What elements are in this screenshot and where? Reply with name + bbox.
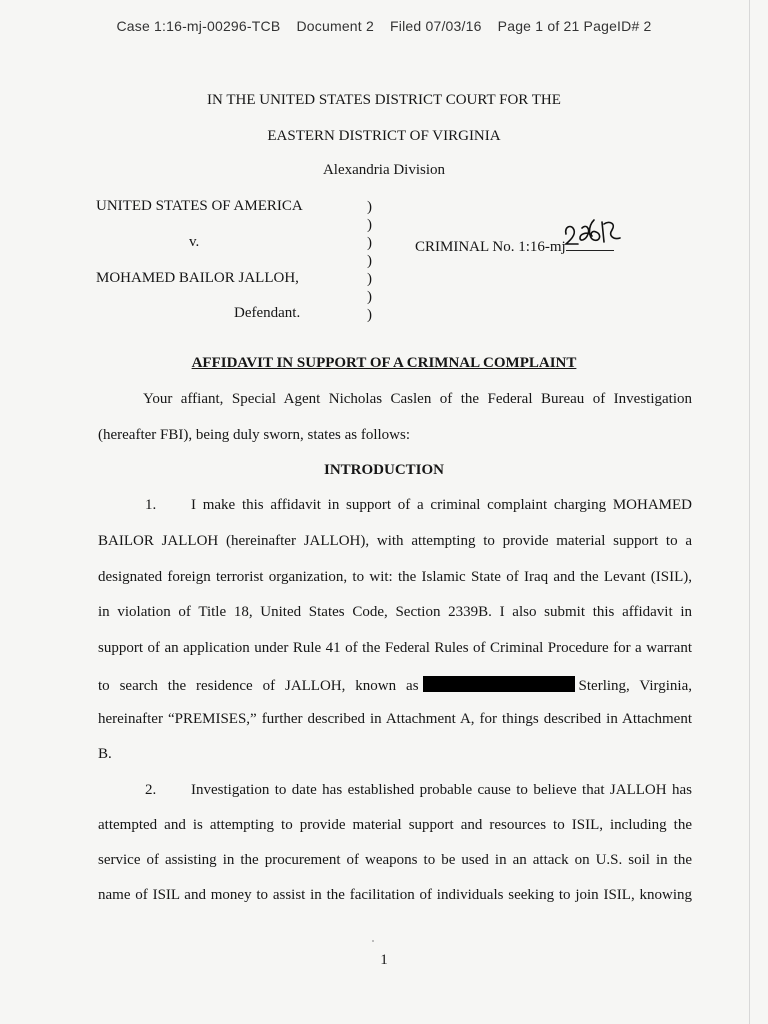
paragraph-2-line: service of assisting in the procurement of weapons to be used in an attack on U.S. soil in the bbox=[98, 852, 692, 868]
caption-paren: ) bbox=[367, 199, 372, 215]
caption-paren: ) bbox=[367, 307, 372, 323]
paragraph-text: Investigation to date has established probable cause to believe that JALLOH has bbox=[191, 782, 692, 798]
scan-edge-line bbox=[749, 0, 750, 1024]
caption-plaintiff: UNITED STATES OF AMERICA bbox=[96, 198, 303, 214]
paragraph-1-line: BAILOR JALLOH (hereinafter JALLOH), with attempting to provide material support to a bbox=[98, 533, 692, 549]
caption-versus: v. bbox=[189, 234, 200, 250]
document-title: AFFIDAVIT IN SUPPORT OF A CRIMNAL COMPLAINT bbox=[191, 355, 577, 371]
paragraph-1-line-redacted bbox=[98, 676, 692, 695]
page-number: 1 bbox=[380, 952, 388, 968]
handwritten-case-number bbox=[566, 234, 614, 251]
handwritten-296-signature bbox=[562, 214, 622, 248]
paragraph-text: to search the residence of JALLOH, known as bbox=[98, 678, 419, 694]
caption-paren: ) bbox=[367, 271, 372, 287]
paragraph-1-line: support of an application under Rule 41 of the Federal Rules of Criminal Procedure for a warrant bbox=[98, 640, 692, 656]
paragraph-2-line: name of ISIL and money to assist in the facilitation of individuals seeking to join ISIL, knowing bbox=[98, 887, 692, 903]
court-title-line1: IN THE UNITED STATES DISTRICT COURT FOR THE bbox=[207, 92, 561, 108]
page-info: Page 1 of 21 PageID# 2 bbox=[497, 18, 652, 34]
paragraph-number: 1. bbox=[145, 497, 157, 513]
caption-defendant-label: Defendant. bbox=[234, 305, 301, 321]
paragraph-1-line: hereinafter “PREMISES,” further described in Attachment A, for things described in Attachment bbox=[98, 711, 692, 727]
caption-paren: ) bbox=[367, 253, 372, 269]
caption-paren: ) bbox=[367, 217, 372, 233]
section-heading-introduction: INTRODUCTION bbox=[323, 462, 444, 478]
caption-defendant-name: MOHAMED BAILOR JALLOH, bbox=[96, 270, 299, 286]
filed-date: Filed 07/03/16 bbox=[390, 18, 482, 34]
caption-paren: ) bbox=[367, 289, 372, 305]
case-id: Case 1:16-mj-00296-TCB bbox=[116, 18, 281, 34]
paragraph-1-line1 bbox=[145, 497, 692, 514]
paragraph-text: Sterling, Virginia, bbox=[578, 678, 692, 694]
paragraph-text: I make this affidavit in support of a criminal complaint charging MOHAMED bbox=[191, 497, 692, 513]
paragraph-2-line: attempted and is attempting to provide material support and resources to ISIL, including the bbox=[98, 817, 692, 833]
paragraph-number: 2. bbox=[145, 782, 157, 798]
caption-paren: ) bbox=[367, 235, 372, 251]
paragraph-1-line: B. bbox=[98, 746, 112, 762]
court-division: Alexandria Division bbox=[322, 162, 446, 178]
ecf-header-stamp bbox=[0, 18, 768, 34]
scan-speck bbox=[372, 940, 374, 942]
criminal-number bbox=[415, 234, 614, 256]
intro-line: Your affiant, Special Agent Nicholas Caslen of the Federal Bureau of Investigation bbox=[143, 391, 692, 407]
paragraph-1-line: designated foreign terrorist organization, to wit: the Islamic State of Iraq and the Levant (ISIL), bbox=[98, 569, 692, 585]
court-title-line2: EASTERN DISTRICT OF VIRGINIA bbox=[267, 128, 501, 144]
document-number: Document 2 bbox=[296, 18, 374, 34]
criminal-number-label: CRIMINAL No. 1:16-mj bbox=[415, 239, 566, 255]
intro-line: (hereafter FBI), being duly sworn, states as follows: bbox=[98, 427, 411, 443]
paragraph-1-line: in violation of Title 18, United States Code, Section 2339B. I also submit this affidavit in bbox=[98, 604, 692, 620]
paragraph-2-line1 bbox=[145, 782, 692, 799]
redaction-block bbox=[423, 676, 575, 692]
